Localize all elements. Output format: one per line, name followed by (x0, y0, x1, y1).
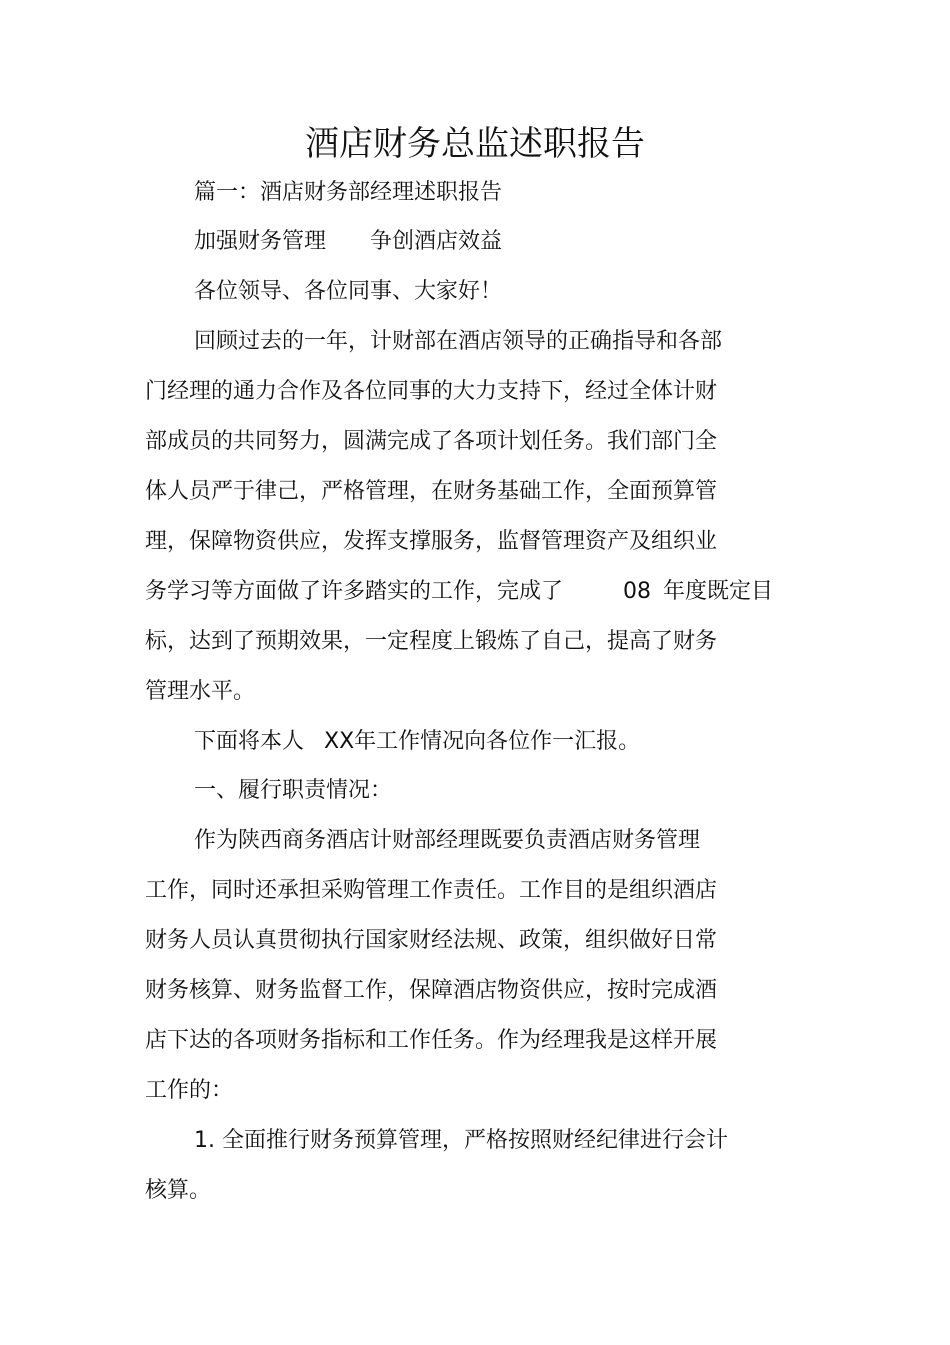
document-title: 酒店财务总监述职报告 (305, 124, 645, 164)
section-heading-2: 一、履行职责情况： (194, 778, 393, 803)
paragraph-line: 标，达到了预期效果，一定程度上锻炼了自己，提高了财务 (145, 629, 718, 654)
line-part-1: 务学习等方面做了许多踏实的工作，完成了 (145, 579, 564, 604)
paragraph-line: 体人员严于律己，严格管理，在财务基础工作，全面预算管 (145, 479, 718, 504)
line-part-3: 年度既定目 (663, 579, 774, 604)
line-part-1: 下面将本人 (194, 729, 305, 754)
paragraph-line: 理，保障物资供应，发挥支撑服务，监督管理资产及组织业 (145, 529, 718, 554)
theme-part-1: 加强财务管理 (194, 229, 327, 254)
theme-line (194, 227, 502, 257)
paragraph-line: 店下达的各项财务指标和工作任务。作为经理我是这样开展 (145, 1028, 718, 1053)
paragraph-line: 作为陕西商务酒店计财部经理既要负责酒店财务管理 (194, 828, 701, 853)
greeting: 各位领导、各位同事、大家好！ (194, 279, 503, 304)
paragraph-line (194, 727, 640, 757)
paragraph-line: 核算。 (145, 1178, 212, 1203)
paragraph-line: 财务人员认真贯彻执行国家财经法规、政策，组织做好日常 (145, 928, 718, 953)
paragraph-line (145, 577, 773, 607)
line-part-2: XX年工作情况向各位作一汇报。 (324, 729, 641, 754)
numbered-item: 1. 全面推行财务预算管理，严格按照财经纪律进行会计 (194, 1128, 728, 1153)
paragraph-line: 财务核算、财务监督工作，保障酒店物资供应，按时完成酒 (145, 978, 718, 1003)
paragraph-line: 管理水平。 (145, 679, 256, 704)
paragraph-line: 工作的： (145, 1078, 234, 1103)
theme-part-2: 争创酒店效益 (370, 229, 503, 254)
paragraph-line: 工作，同时还承担采购管理工作责任。工作目的是组织酒店 (145, 878, 718, 903)
paragraph-line: 回顾过去的一年，计财部在酒店领导的正确指导和各部 (194, 329, 723, 354)
section-heading-1: 篇一：酒店财务部经理述职报告 (194, 180, 503, 205)
paragraph-line: 门经理的通力合作及各位同事的大力支持下，经过全体计财 (145, 379, 718, 404)
paragraph-line: 部成员的共同努力，圆满完成了各项计划任务。我们部门全 (145, 429, 718, 454)
year-number: 08 (623, 579, 652, 604)
